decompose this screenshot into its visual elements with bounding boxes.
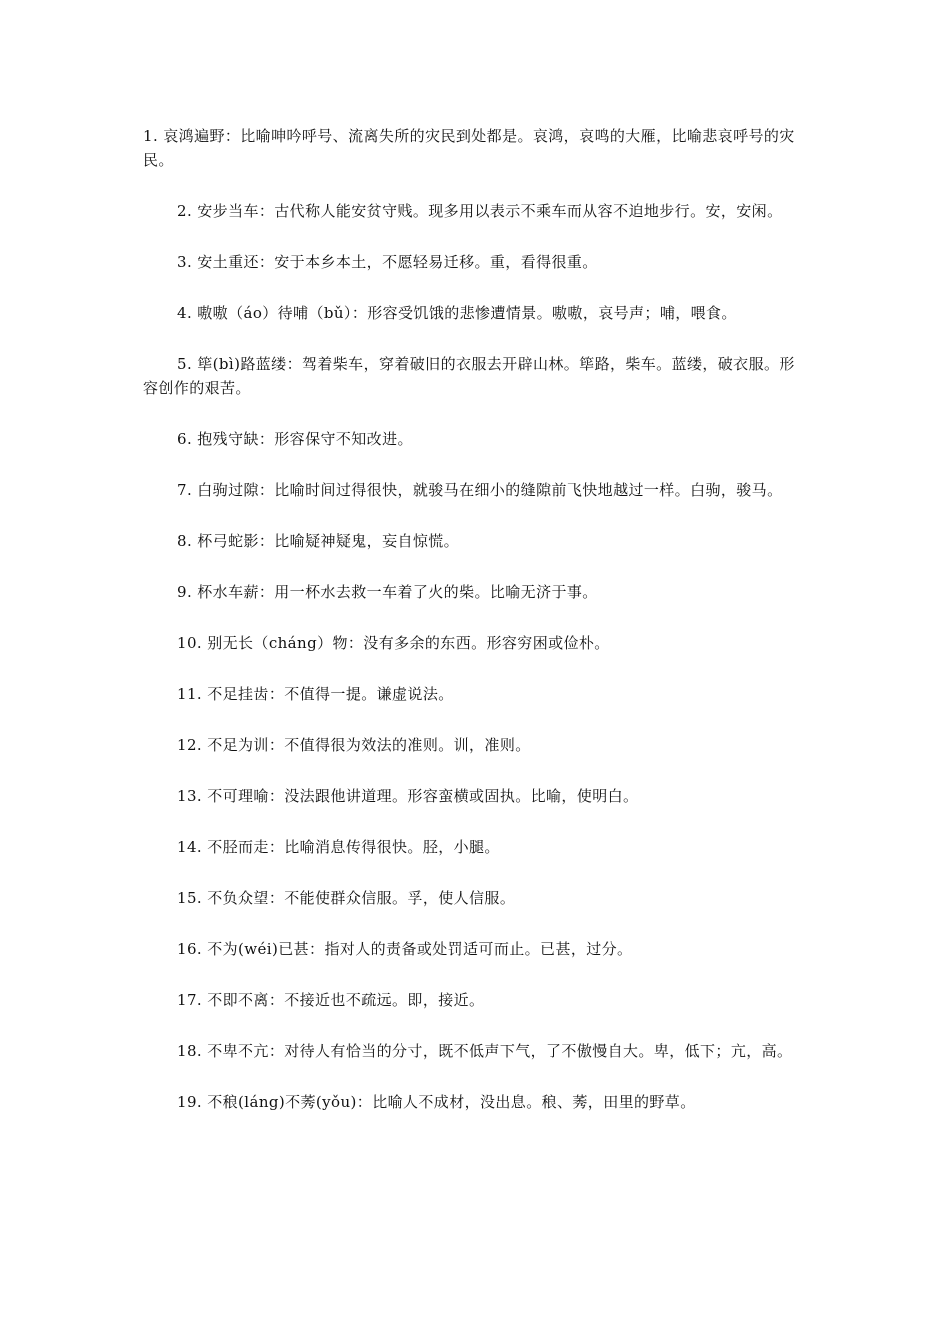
idiom-entry-12: 12. 不足为训：不值得很为效法的准则。训，准则。 <box>177 736 531 754</box>
idiom-entry-6: 6. 抱残守缺：形容保守不知改进。 <box>177 430 413 448</box>
idiom-entry-19: 19. 不稂(láng)不莠(yǒu)：比喻人不成材，没出息。稂、莠，田里的野草。 <box>177 1093 696 1111</box>
idiom-entry-8: 8. 杯弓蛇影：比喻疑神疑鬼，妄自惊慌。 <box>177 532 460 550</box>
idiom-entry-9: 9. 杯水车薪：用一杯水去救一车着了火的柴。比喻无济于事。 <box>177 583 598 601</box>
idiom-entry-4: 4. 嗷嗷（áo）待哺（bǔ）：形容受饥饿的悲惨遭情景。嗷嗷，哀号声；哺，喂食。 <box>177 304 737 322</box>
idiom-entry-15: 15. 不负众望：不能使群众信服。孚，使人信服。 <box>177 889 516 907</box>
idiom-entry-7: 7. 白驹过隙：比喻时间过得很快，就骏马在细小的缝隙前飞快地越过一样。白驹，骏马。 <box>177 481 783 499</box>
idiom-entry-5: 5. 筚(bì)路蓝缕：驾着柴车，穿着破旧的衣服去开辟山林。筚路，柴车。蓝缕，破衣服。形容创作的艰苦。 <box>143 355 795 397</box>
idiom-entry-18: 18. 不卑不亢：对待人有恰当的分寸，既不低声下气，了不傲慢自大。卑，低下；亢，高。 <box>177 1042 793 1060</box>
idiom-entry-2: 2. 安步当车：古代称人能安贫守贱。现多用以表示不乘车而从容不迫地步行。安，安闲。 <box>177 202 783 220</box>
idiom-entry-13: 13. 不可理喻：没法跟他讲道理。形容蛮横或固执。比喻，使明白。 <box>177 787 639 805</box>
idiom-entry-10: 10. 别无长（cháng）物：没有多余的东西。形容穷困或俭朴。 <box>177 634 610 652</box>
idiom-entry-3: 3. 安土重还：安于本乡本土，不愿轻易迁移。重，看得很重。 <box>177 253 598 271</box>
idiom-entry-16: 16. 不为(wéi)已甚：指对人的责备或处罚适可而止。已甚，过分。 <box>177 940 633 958</box>
idiom-list <box>143 124 808 1141</box>
idiom-entry-1: 1. 哀鸿遍野：比喻呻吟呼号、流离失所的灾民到处都是。哀鸿，哀鸣的大雁，比喻悲哀呼号的灾民。 <box>143 127 795 169</box>
idiom-entry-11: 11. 不足挂齿：不值得一提。谦虚说法。 <box>177 685 454 703</box>
idiom-entry-17: 17. 不即不离：不接近也不疏远。即，接近。 <box>177 991 485 1009</box>
idiom-entry-14: 14. 不胫而走：比喻消息传得很快。胫，小腿。 <box>177 838 500 856</box>
